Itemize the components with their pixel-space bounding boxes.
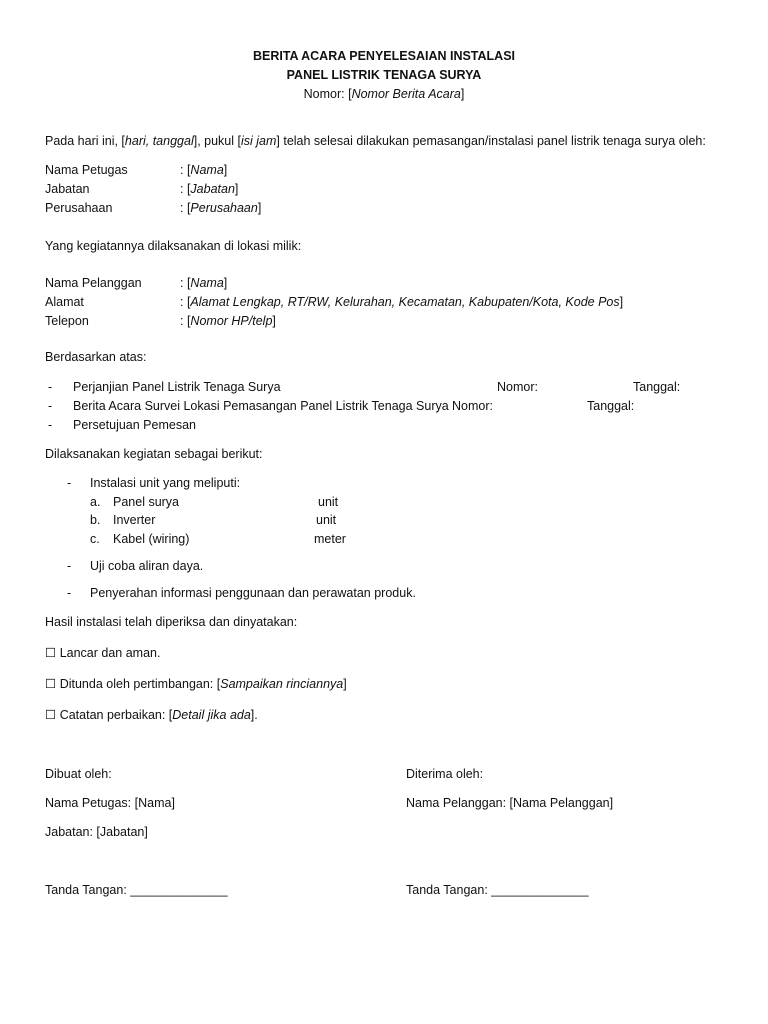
list-dash: -: [67, 559, 72, 573]
petugas-name-value: [180, 162, 227, 178]
list-dash: -: [48, 380, 53, 394]
field-suffix: ]: [619, 295, 624, 309]
unit-name-inverter: Inverter: [113, 513, 156, 527]
dasar-item-1-nomor: Nomor:: [497, 380, 538, 394]
list-dash: -: [67, 586, 72, 600]
option-close: ].: [250, 708, 258, 722]
pelanggan-name-value: [180, 275, 227, 291]
pelanggan-name-label: Nama Pelanggan: [45, 276, 142, 290]
list-dash: -: [67, 476, 72, 490]
kegiatan-item-penyerahan: Penyerahan informasi penggunaan dan perawatan produk.: [90, 586, 416, 600]
dasar-item-2-nomor: Nomor:: [452, 399, 493, 413]
kegiatan-item-instalasi: Instalasi unit yang meliputi:: [90, 476, 241, 490]
dasar-item-1: Perjanjian Panel Listrik Tenaga Surya: [73, 380, 281, 394]
field-placeholder: Jabatan: [190, 182, 235, 196]
doc-number-label: Nomor: [: [303, 87, 352, 101]
hasil-option-catatan: [45, 707, 258, 723]
checkbox-icon[interactable]: ☐: [45, 708, 57, 722]
field-placeholder: Nama: [190, 163, 224, 177]
intro-text-2: ], pukul [: [193, 134, 241, 148]
field-placeholder: Nomor HP/telp: [190, 314, 273, 328]
doc-number: [0, 86, 768, 102]
option-close: ]: [343, 677, 347, 691]
intro-day-placeholder: hari, tanggal: [124, 134, 194, 148]
field-placeholder: Nama: [190, 276, 224, 290]
field-placeholder: Perusahaan: [190, 201, 258, 215]
doc-title-line1: BERITA ACARA PENYELESAIAN INSTALASI: [252, 49, 516, 63]
unit-measure-inverter: unit: [316, 513, 337, 527]
intro-text-1: Pada hari ini, [: [45, 134, 125, 148]
option-placeholder: Detail jika ada: [172, 708, 251, 722]
unit-letter: c.: [90, 532, 100, 546]
sign-left-role: Jabatan: [Jabatan]: [45, 825, 148, 839]
sign-right-heading: Diterima oleh:: [406, 767, 484, 781]
option-label: Ditunda oleh pertimbangan: [: [59, 677, 221, 691]
dasar-item-2-tanggal: Tanggal:: [587, 399, 635, 413]
field-suffix: ]: [234, 182, 239, 196]
unit-measure-kabel: meter: [314, 532, 346, 546]
list-dash: -: [48, 418, 53, 432]
petugas-jabatan-value: [180, 181, 238, 197]
doc-number-close: ]: [460, 87, 465, 101]
petugas-name-label: Nama Petugas: [45, 163, 128, 177]
sign-right-signature: Tanda Tangan: ______________: [406, 883, 589, 897]
doc-title-line2: PANEL LISTRIK TENAGA SURYA: [286, 68, 482, 82]
unit-letter: a.: [90, 495, 101, 509]
field-placeholder: Alamat Lengkap, RT/RW, Kelurahan, Kecamatan, Kabupaten/Kota, Kode Pos: [190, 295, 620, 309]
pelanggan-alamat-value: [180, 294, 623, 310]
pelanggan-telepon-label: Telepon: [45, 314, 89, 328]
lokasi-intro: Yang kegiatannya dilaksanakan di lokasi milik:: [45, 239, 302, 253]
field-suffix: ]: [272, 314, 276, 328]
field-prefix: : [: [180, 163, 191, 177]
pelanggan-telepon-value: [180, 313, 276, 329]
pelanggan-alamat-label: Alamat: [45, 295, 84, 309]
list-dash: -: [48, 399, 53, 413]
field-prefix: : [: [180, 295, 191, 309]
sign-right-name: Nama Pelanggan: [Nama Pelanggan]: [406, 796, 614, 810]
unit-letter: b.: [90, 513, 101, 527]
unit-measure-panel: unit: [318, 495, 339, 509]
dasar-item-3: Persetujuan Pemesan: [73, 418, 196, 432]
petugas-jabatan-label: Jabatan: [45, 182, 90, 196]
field-prefix: : [: [180, 201, 191, 215]
checkbox-icon[interactable]: ☐: [45, 677, 57, 691]
field-suffix: ]: [223, 276, 228, 290]
option-label: Lancar dan aman.: [59, 646, 161, 660]
field-prefix: : [: [180, 182, 191, 196]
sign-left-name: Nama Petugas: [Nama]: [45, 796, 175, 810]
field-suffix: ]: [223, 163, 228, 177]
intro-paragraph: [45, 133, 706, 149]
option-placeholder: Sampaikan rinciannya: [220, 677, 344, 691]
field-prefix: : [: [180, 314, 191, 328]
hasil-option-ditunda: [45, 676, 347, 692]
hasil-heading: Hasil instalasi telah diperiksa dan dinyatakan:: [45, 615, 298, 629]
petugas-perusahaan-label: Perusahaan: [45, 201, 113, 215]
dasar-item-1-tanggal: Tanggal:: [633, 380, 681, 394]
sign-left-signature: Tanda Tangan: ______________: [45, 883, 228, 897]
unit-name-kabel: Kabel (wiring): [113, 532, 190, 546]
dasar-item-2: Berita Acara Survei Lokasi Pemasangan Panel Listrik Tenaga Surya: [73, 399, 449, 413]
petugas-perusahaan-value: [180, 200, 261, 216]
hasil-option-lancar: [45, 645, 160, 661]
intro-time-placeholder: isi jam: [240, 134, 277, 148]
intro-text-3: ] telah selesai dilakukan pemasangan/instalasi panel listrik tenaga surya oleh:: [276, 134, 706, 148]
field-prefix: : [: [180, 276, 191, 290]
sign-left-heading: Dibuat oleh:: [45, 767, 112, 781]
doc-number-value: Nomor Berita Acara: [351, 87, 461, 101]
unit-name-panel: Panel surya: [113, 495, 180, 509]
option-label: Catatan perbaikan: [: [59, 708, 173, 722]
kegiatan-item-uji-coba: Uji coba aliran daya.: [90, 559, 204, 573]
dasar-heading: Berdasarkan atas:: [45, 350, 147, 364]
kegiatan-heading: Dilaksanakan kegiatan sebagai berikut:: [45, 447, 263, 461]
checkbox-icon[interactable]: ☐: [45, 646, 57, 660]
field-suffix: ]: [257, 201, 262, 215]
